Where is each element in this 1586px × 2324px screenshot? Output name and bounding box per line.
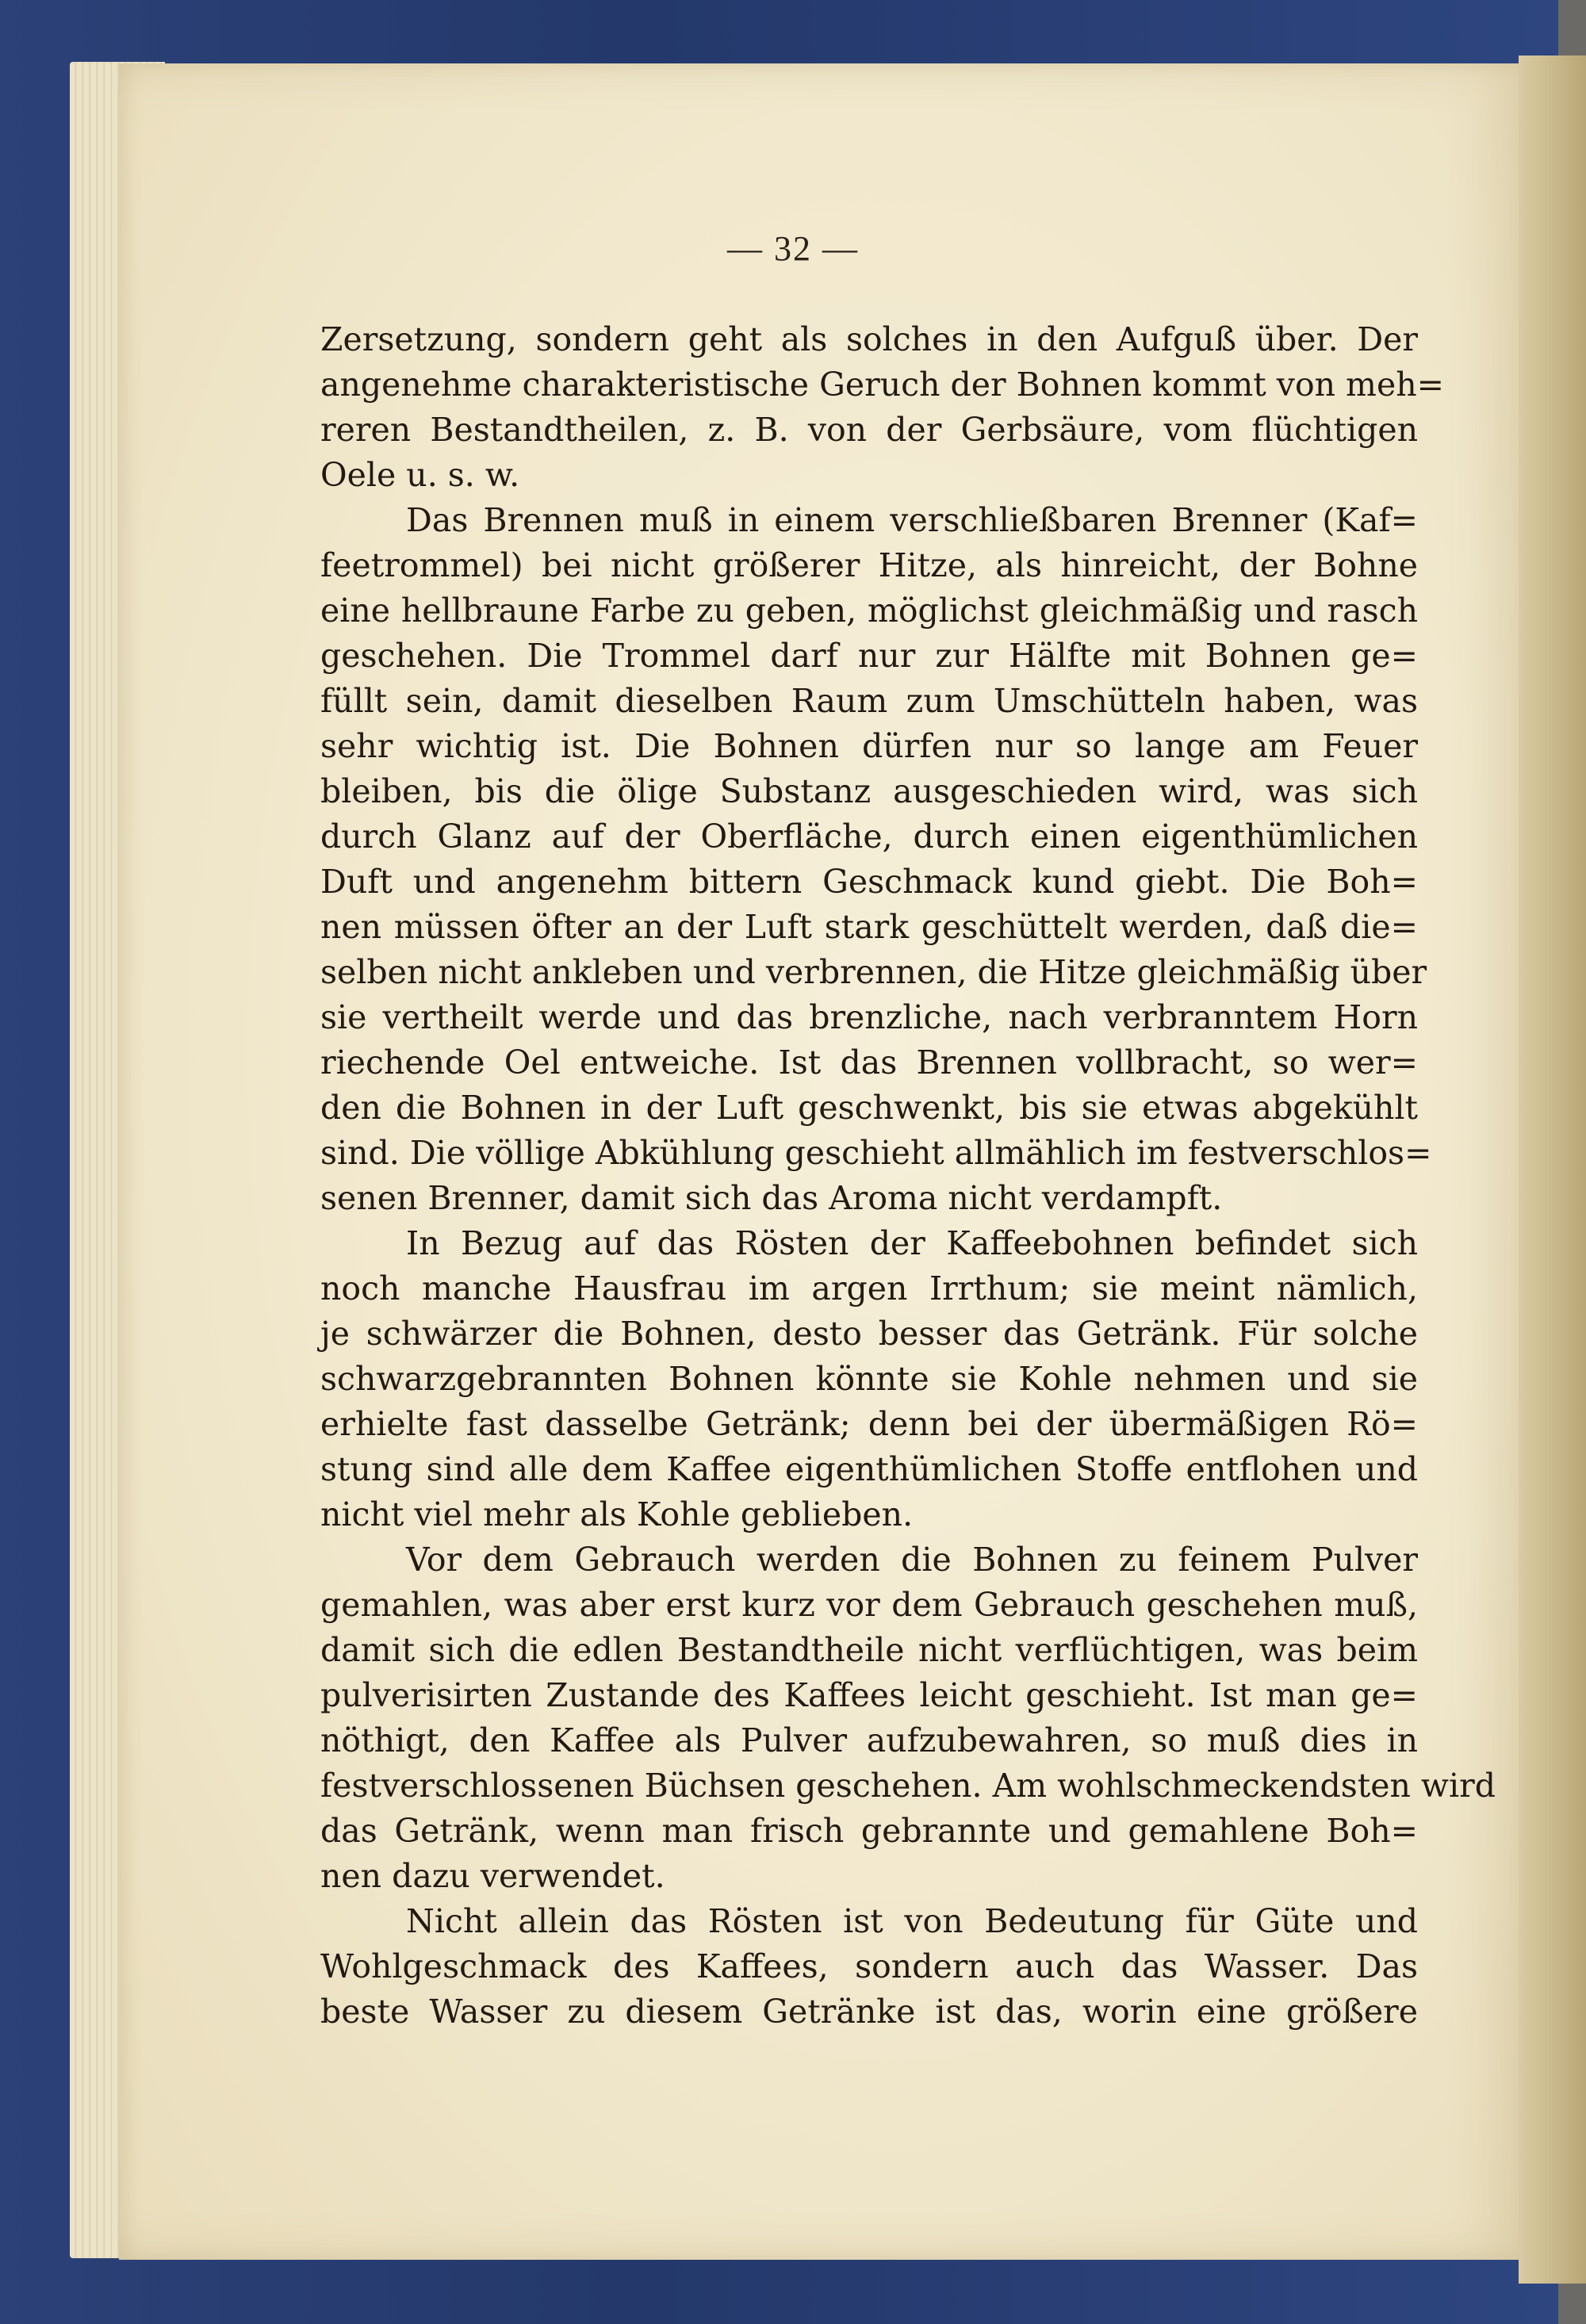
text-line: den die Bohnen in der Luft geschwenkt, bis sie etwas abgekühlt <box>320 1089 1418 1127</box>
text-line: schwarzgebrannten Bohnen könnte sie Kohle nehmen und sie <box>320 1360 1418 1398</box>
page-gutter-edge <box>1519 56 1586 2284</box>
text-line: durch Glanz auf der Oberfläche, durch einen eigenthümlichen <box>320 817 1418 856</box>
text-line: je schwärzer die Bohnen, desto besser das Getränk. Für solche <box>320 1315 1418 1353</box>
text-line: nöthigt, den Kaffee als Pulver aufzubewahren, so muß dies in <box>320 1721 1418 1759</box>
text-line: noch manche Hausfrau im argen Irrthum; sie meint nämlich, <box>320 1269 1418 1307</box>
text-line: sind. Die völlige Abkühlung geschieht allmählich im festverschlos= <box>320 1134 1432 1172</box>
text-line: erhielte fast dasselbe Getränk; denn bei der übermäßigen Rö= <box>320 1405 1418 1443</box>
page-number: — 32 — <box>727 229 859 268</box>
text-line: eine hellbraune Farbe zu geben, möglichst gleichmäßig und rasch <box>320 592 1418 630</box>
text-line: riechende Oel entweiche. Ist das Brennen vollbracht, so wer= <box>320 1043 1418 1082</box>
text-line: nicht viel mehr als Kohle geblieben. <box>320 1495 914 1533</box>
text-line: geschehen. Die Trommel darf nur zur Hälfte mit Bohnen ge= <box>320 637 1418 675</box>
text-line: senen Brenner, damit sich das Aroma nicht verdampft. <box>320 1179 1223 1217</box>
text-line: beste Wasser zu diesem Getränke ist das, worin eine größere <box>320 1993 1418 2031</box>
text-line: Vor dem Gebrauch werden die Bohnen zu feinem Pulver <box>406 1541 1418 1579</box>
text-line: reren Bestandtheilen, z. B. von der Gerbsäure, vom flüchtigen <box>320 411 1418 449</box>
text-line: bleiben, bis die ölige Substanz ausgeschieden wird, was sich <box>320 772 1418 810</box>
text-line: selben nicht ankleben und verbrennen, die Hitze gleichmäßig über <box>320 953 1427 991</box>
text-line: sehr wichtig ist. Die Bohnen dürfen nur so lange am Feuer <box>320 727 1418 765</box>
text-line: In Bezug auf das Rösten der Kaffeebohnen befindet sich <box>406 1224 1418 1262</box>
text-line: sie vertheilt werde und das brenzliche, nach verbranntem Horn <box>320 998 1418 1036</box>
body-text <box>320 317 1496 2035</box>
text-line: Wohlgeschmack des Kaffees, sondern auch das Wasser. Das <box>320 1947 1418 1985</box>
text-line: füllt sein, damit dieselben Raum zum Umschütteln haben, was <box>320 682 1418 720</box>
text-line: das Getränk, wenn man frisch gebrannte und gemahlene Boh= <box>320 1812 1418 1850</box>
text-line: nen dazu verwendet. <box>320 1857 665 1895</box>
text-line: feetrommel) bei nicht größerer Hitze, als hinreicht, der Bohne <box>320 546 1418 584</box>
text-line: Nicht allein das Rösten ist von Bedeutung für Güte und <box>406 1902 1418 1940</box>
text-line: Zersetzung, sondern geht als solches in den Aufguß über. Der <box>320 320 1418 358</box>
text-line: gemahlen, was aber erst kurz vor dem Gebrauch geschehen muß, <box>320 1586 1418 1624</box>
text-line: pulverisirten Zustande des Kaffees leicht geschieht. Ist man ge= <box>320 1676 1418 1714</box>
text-line: angenehme charakteristische Geruch der Bohnen kommt von meh= <box>320 366 1444 404</box>
text-line: stung sind alle dem Kaffee eigenthümlichen Stoffe entflohen und <box>320 1450 1418 1488</box>
text-line: Oele u. s. w. <box>320 456 520 494</box>
text-line: festverschlossenen Büchsen geschehen. Am wohlschmeckendsten wird <box>320 1767 1496 1805</box>
text-line: damit sich die edlen Bestandtheile nicht verflüchtigen, was beim <box>320 1631 1418 1669</box>
text-line: nen müssen öfter an der Luft stark geschüttelt werden, daß die= <box>320 908 1418 946</box>
text-line: Duft und angenehm bittern Geschmack kund giebt. Die Boh= <box>320 863 1418 901</box>
text-line: Das Brennen muß in einem verschließbaren Brenner (Kaf= <box>406 501 1418 539</box>
